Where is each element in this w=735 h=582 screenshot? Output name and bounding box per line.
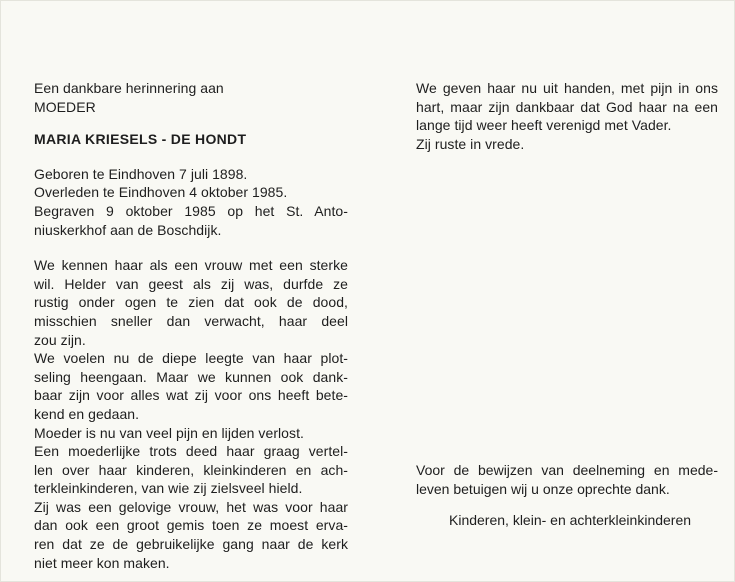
text-line: niet meer kon maken. <box>34 554 170 571</box>
text-line: misschien sneller dan verwacht, haar deel <box>34 312 348 329</box>
text-line: Moeder is nu van veel pijn en lijden verlost. <box>34 424 304 441</box>
text-line: seling heengaan. Maar we kunnen ook dank- <box>34 368 348 385</box>
text-line: terkleinkinderen, van wie zij zielsveel hield. <box>34 480 303 497</box>
birth-line: Geboren te Eindhoven 7 juli 1898. <box>34 165 248 182</box>
text-line: dan ook een groot gemis toen ze moest erva- <box>34 517 348 534</box>
thanks-line: leven betuigen wij u onze oprechte dank. <box>416 480 670 497</box>
text-line: rustig onder ogen te zien dat ook de dood, <box>34 294 348 311</box>
left-column <box>34 79 348 572</box>
text-line: wil. Helder van geest als zij was, durfde ze <box>34 275 348 292</box>
text-line: We voelen nu de diepe leegte van haar plot- <box>34 350 348 367</box>
text-line: baar zijn voor alles wat zij voor ons heeft bete- <box>34 387 348 404</box>
intro-line: Een dankbare herinnering aan <box>34 80 224 96</box>
deceased-name: MARIA KRIESELS - DE HONDT <box>34 131 247 148</box>
verse-line: hart, maar zijn dankbaar dat God haar na een <box>416 98 718 115</box>
text-line: We kennen haar als een vrouw met een sterke <box>34 257 348 274</box>
text-line: Zij was een gelovige vrouw, het was voor haar <box>34 498 348 515</box>
burial-line-cont: niuskerkhof aan de Boschdijk. <box>34 221 222 238</box>
remembrance-text <box>34 256 348 572</box>
text-line: len over haar kinderen, kleinkinderen en ach- <box>34 461 348 478</box>
thanks-line: Voor de bewijzen van deelneming en mede- <box>416 462 718 478</box>
verse-line: We geven haar nu uit handen, met pijn in ons <box>416 80 718 96</box>
text-line: zou zijn. <box>34 331 86 348</box>
right-column <box>416 79 718 153</box>
thanks-block <box>416 461 718 498</box>
dates-block <box>34 165 348 239</box>
text-line: Een moederlijke trots deed haar graag vertel- <box>34 443 348 460</box>
intro-title: MOEDER <box>34 98 96 115</box>
verse-line: lange tijd weer heeft verenigd met Vader. <box>416 117 672 134</box>
family-signature: Kinderen, klein- en achterkleinkinderen <box>449 512 692 528</box>
text-line: ren dat ze de gebruikelijke gang naar de kerk <box>34 536 348 553</box>
verse-line: Zij ruste in vrede. <box>416 135 525 152</box>
text-line: kend en gedaan. <box>34 405 140 422</box>
death-line: Overleden te Eindhoven 4 oktober 1985. <box>34 184 288 201</box>
burial-line: Begraven 9 oktober 1985 op het St. Anto- <box>34 202 348 219</box>
